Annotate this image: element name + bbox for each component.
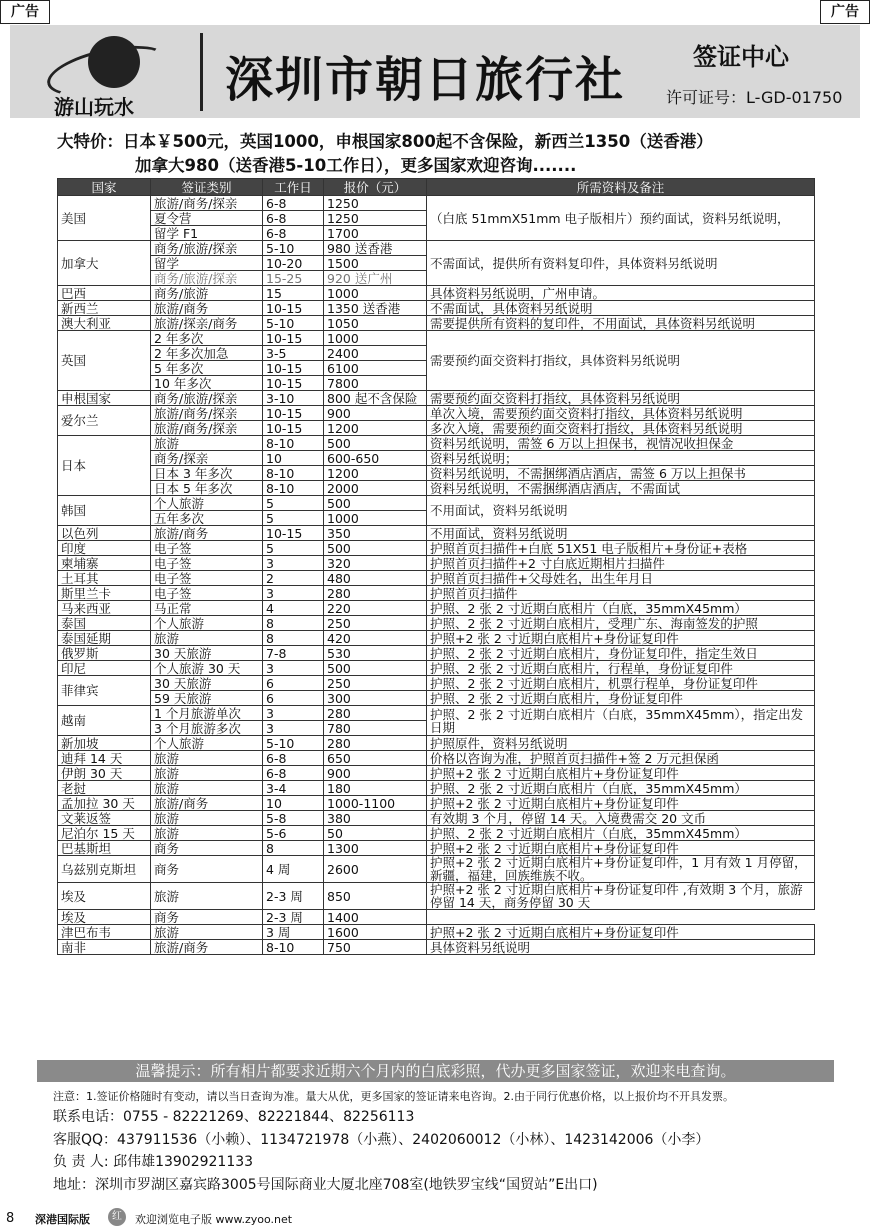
country-cell: 巴基斯坦 bbox=[58, 841, 151, 856]
table-row bbox=[58, 466, 815, 481]
workdays-cell: 2-3 周 bbox=[263, 910, 324, 925]
country-cell: 日本 bbox=[58, 436, 151, 496]
price-cell: 1000 bbox=[324, 511, 427, 526]
visa-type-cell: 旅游 bbox=[151, 436, 263, 451]
price-cell: 600-650 bbox=[324, 451, 427, 466]
visa-type-cell: 旅游/商务 bbox=[151, 796, 263, 811]
price-cell: 1400 bbox=[324, 910, 427, 925]
table-row bbox=[58, 826, 815, 841]
visa-type-cell: 留学 F1 bbox=[151, 226, 263, 241]
country-cell: 迪拜 14 天 bbox=[58, 751, 151, 766]
country-cell: 新加坡 bbox=[58, 736, 151, 751]
country-cell: 尼泊尔 15 天 bbox=[58, 826, 151, 841]
page-number: 8 bbox=[6, 1211, 15, 1226]
logo-text: 游山玩水 bbox=[54, 95, 134, 119]
table-row bbox=[58, 481, 815, 496]
promo-line-2: 加拿大980（送香港5-10工作日），更多国家欢迎咨询....... bbox=[135, 156, 577, 175]
table-row bbox=[58, 841, 815, 856]
visa-type-cell: 59 天旅游 bbox=[151, 691, 263, 706]
column-header: 工作日 bbox=[263, 179, 324, 196]
price-cell: 780 bbox=[324, 721, 427, 736]
workdays-cell: 10 bbox=[263, 796, 324, 811]
workdays-cell: 8-10 bbox=[263, 466, 324, 481]
notes-cell: 资料另纸说明，不需捆绑酒店酒店，不需面试 bbox=[427, 481, 815, 496]
table-row bbox=[58, 811, 815, 826]
visa-type-cell: 日本 5 年多次 bbox=[151, 481, 263, 496]
notes-cell: 资料另纸说明； bbox=[427, 451, 815, 466]
price-cell: 300 bbox=[324, 691, 427, 706]
table-row bbox=[58, 571, 815, 586]
country-cell: 韩国 bbox=[58, 496, 151, 526]
country-cell: 埃及 bbox=[58, 883, 151, 910]
price-cell: 1300 bbox=[324, 841, 427, 856]
workdays-cell: 3 bbox=[263, 661, 324, 676]
price-cell: 320 bbox=[324, 556, 427, 571]
price-cell: 1050 bbox=[324, 316, 427, 331]
price-cell: 750 bbox=[324, 940, 427, 955]
table-row bbox=[58, 856, 815, 883]
visa-type-cell: 30 天旅游 bbox=[151, 676, 263, 691]
country-cell: 俄罗斯 bbox=[58, 646, 151, 661]
table-row bbox=[58, 910, 815, 925]
workdays-cell: 8-10 bbox=[263, 481, 324, 496]
price-cell: 50 bbox=[324, 826, 427, 841]
workdays-cell: 3-10 bbox=[263, 391, 324, 406]
price-cell: 900 bbox=[324, 406, 427, 421]
workdays-cell: 10-20 bbox=[263, 256, 324, 271]
column-header: 签证类别 bbox=[151, 179, 263, 196]
visa-type-cell: 旅游/商务/探亲 bbox=[151, 406, 263, 421]
price-cell: 250 bbox=[324, 676, 427, 691]
price-cell: 500 bbox=[324, 661, 427, 676]
price-cell: 500 bbox=[324, 496, 427, 511]
visa-type-cell: 商务/探亲 bbox=[151, 451, 263, 466]
country-cell: 印度 bbox=[58, 541, 151, 556]
visa-type-cell: 旅游/商务 bbox=[151, 526, 263, 541]
notes-cell: 护照首页扫描件+白底 51X51 电子版相片+身份证+表格 bbox=[427, 541, 815, 556]
notes-cell: 单次入境，需要预约面交资料打指纹，具体资料另纸说明 bbox=[427, 406, 815, 421]
visa-type-cell: 个人旅游 30 天 bbox=[151, 661, 263, 676]
country-cell: 马来西亚 bbox=[58, 601, 151, 616]
table-row bbox=[58, 706, 815, 721]
workdays-cell: 3 bbox=[263, 586, 324, 601]
price-cell: 800 起不含保险 bbox=[324, 391, 427, 406]
price-cell: 1000 bbox=[324, 331, 427, 346]
table-row bbox=[58, 436, 815, 451]
notes-text: 不用面试，资料另纸说明 bbox=[430, 503, 568, 518]
workdays-cell: 6 bbox=[263, 676, 324, 691]
visa-type-cell: 商务 bbox=[151, 910, 263, 925]
workdays-cell: 5-10 bbox=[263, 316, 324, 331]
table-row bbox=[58, 883, 815, 910]
workdays-cell: 10-15 bbox=[263, 376, 324, 391]
workdays-cell: 5-10 bbox=[263, 241, 324, 256]
notes-cell: 资料另纸说明，不需捆绑酒店酒店，需签 6 万以上担保书 bbox=[427, 466, 815, 481]
country-cell: 孟加拉 30 天 bbox=[58, 796, 151, 811]
workdays-cell: 5-8 bbox=[263, 811, 324, 826]
workdays-cell: 15 bbox=[263, 286, 324, 301]
website-link[interactable]: 欢迎浏览电子版 www.zyoo.net bbox=[135, 1213, 293, 1226]
visa-center-title: 签证中心 bbox=[693, 43, 789, 71]
notes-cell: 资料另纸说明，需签 6 万以上担保书，视情况收担保金 bbox=[427, 436, 815, 451]
license-number: 许可证号：L-GD-01750 bbox=[666, 88, 843, 107]
notes-cell: 护照、2 张 2 寸近期白底相片（白底，35mmX45mm） bbox=[427, 826, 815, 841]
workdays-cell: 2-3 周 bbox=[263, 883, 324, 910]
table-row bbox=[58, 286, 815, 301]
workdays-cell: 8 bbox=[263, 616, 324, 631]
visa-type-cell: 留学 bbox=[151, 256, 263, 271]
country-cell: 爱尔兰 bbox=[58, 406, 151, 436]
visa-type-cell: 旅游 bbox=[151, 811, 263, 826]
notes-cell bbox=[427, 241, 815, 286]
visa-type-cell: 商务/旅游 bbox=[151, 286, 263, 301]
table-row bbox=[58, 496, 815, 511]
notes-cell: 需要预约面交资料打指纹，具体资料另纸说明 bbox=[427, 391, 815, 406]
country-cell: 南非 bbox=[58, 940, 151, 955]
contact-phone: 联系电话：0755 - 82221269、82221844、82256113 bbox=[53, 1109, 415, 1125]
visa-type-cell: 个人旅游 bbox=[151, 496, 263, 511]
price-cell: 1500 bbox=[324, 256, 427, 271]
country-cell: 土耳其 bbox=[58, 571, 151, 586]
table-row bbox=[58, 196, 815, 211]
workdays-cell: 8-10 bbox=[263, 940, 324, 955]
price-cell: 280 bbox=[324, 706, 427, 721]
country-cell: 菲律宾 bbox=[58, 676, 151, 706]
price-cell: 1600 bbox=[324, 925, 427, 940]
notes-cell: 护照+2 张 2 寸近期白底相片+身份证复印件 bbox=[427, 796, 815, 811]
ad-label-right: 广告 bbox=[820, 0, 870, 24]
price-cell: 1000 bbox=[324, 286, 427, 301]
table-row bbox=[58, 631, 815, 646]
visa-type-cell: 5 年多次 bbox=[151, 361, 263, 376]
workdays-cell: 8-10 bbox=[263, 436, 324, 451]
visa-type-cell: 商务 bbox=[151, 841, 263, 856]
notes-text: 不需面试，提供所有资料复印件，具体资料另纸说明 bbox=[430, 255, 718, 271]
country-cell: 英国 bbox=[58, 331, 151, 391]
workdays-cell: 5-10 bbox=[263, 736, 324, 751]
table-row bbox=[58, 601, 815, 616]
price-cell: 1000-1100 bbox=[324, 796, 427, 811]
workdays-cell: 5 bbox=[263, 541, 324, 556]
company-name: 深圳市朝日旅行社 bbox=[225, 52, 626, 108]
table-row bbox=[58, 331, 815, 346]
country-cell: 老挝 bbox=[58, 781, 151, 796]
price-cell: 650 bbox=[324, 751, 427, 766]
notes-cell: 护照+2 张 2 寸近期白底相片+身份证复印件 bbox=[427, 925, 815, 940]
notes-cell: 护照+2 张 2 寸近期白底相片+身份证复印件，1 月有效 1 月停留，新疆，福建，回族维族不收。 bbox=[427, 856, 815, 883]
price-cell: 920 送广州 bbox=[324, 271, 427, 286]
country-cell: 埃及 bbox=[58, 910, 151, 925]
notes-cell bbox=[427, 196, 815, 241]
visa-type-cell: 商务/旅游/探亲 bbox=[151, 391, 263, 406]
price-cell: 180 bbox=[324, 781, 427, 796]
table-row bbox=[58, 556, 815, 571]
notes-cell: 护照原件，资料另纸说明 bbox=[427, 736, 815, 751]
country-cell: 加拿大 bbox=[58, 241, 151, 286]
visa-type-cell: 旅游/探亲/商务 bbox=[151, 316, 263, 331]
price-cell: 530 bbox=[324, 646, 427, 661]
visa-type-cell: 3 个月旅游多次 bbox=[151, 721, 263, 736]
country-cell: 斯里兰卡 bbox=[58, 586, 151, 601]
workdays-cell: 10 bbox=[263, 451, 324, 466]
edition-badge-icon: 红 bbox=[108, 1208, 126, 1226]
visa-type-cell: 商务 bbox=[151, 856, 263, 883]
notes-cell: 护照首页扫描件+父母姓名，出生年月日 bbox=[427, 571, 815, 586]
country-cell: 柬埔寨 bbox=[58, 556, 151, 571]
visa-type-cell: 夏令营 bbox=[151, 211, 263, 226]
visa-type-cell: 商务/旅游/探亲 bbox=[151, 241, 263, 256]
visa-type-cell: 个人旅游 bbox=[151, 736, 263, 751]
table-row bbox=[58, 616, 815, 631]
country-cell: 以色列 bbox=[58, 526, 151, 541]
notes-cell: 护照、2 张 2 寸近期白底相片，行程单，身份证复印件 bbox=[427, 661, 815, 676]
ad-label-left: 广告 bbox=[0, 0, 50, 24]
table-row bbox=[58, 751, 815, 766]
logo-sun-icon bbox=[88, 36, 140, 88]
workdays-cell: 3 bbox=[263, 556, 324, 571]
visa-type-cell: 旅游 bbox=[151, 781, 263, 796]
country-cell: 巴西 bbox=[58, 286, 151, 301]
notes-cell: 多次入境，需要预约面交资料打指纹，具体资料另纸说明 bbox=[427, 421, 815, 436]
workdays-cell: 15-25 bbox=[263, 271, 324, 286]
workdays-cell: 3-4 bbox=[263, 781, 324, 796]
notes-cell: 有效期 3 个月，停留 14 天。入境费需交 20 文币 bbox=[427, 811, 815, 826]
price-cell: 1700 bbox=[324, 226, 427, 241]
notes-cell: 护照+2 张 2 寸近期白底相片+身份证复印件 bbox=[427, 631, 815, 646]
notes-cell bbox=[427, 331, 815, 391]
visa-type-cell: 2 年多次加急 bbox=[151, 346, 263, 361]
country-cell: 文莱返签 bbox=[58, 811, 151, 826]
visa-type-cell: 电子签 bbox=[151, 556, 263, 571]
price-cell: 280 bbox=[324, 586, 427, 601]
workdays-cell: 10-15 bbox=[263, 526, 324, 541]
notes-cell bbox=[427, 496, 815, 526]
visa-type-cell: 30 天旅游 bbox=[151, 646, 263, 661]
workdays-cell: 6-8 bbox=[263, 196, 324, 211]
country-cell: 新西兰 bbox=[58, 301, 151, 316]
price-cell: 980 送香港 bbox=[324, 241, 427, 256]
price-cell: 7800 bbox=[324, 376, 427, 391]
price-cell: 500 bbox=[324, 436, 427, 451]
contact-qq: 客服QQ：437911536（小赖）、1134721978（小燕）、2402060012（小林）、1423142006（小李） bbox=[53, 1132, 710, 1148]
workdays-cell: 6-8 bbox=[263, 751, 324, 766]
table-row bbox=[58, 781, 815, 796]
price-cell: 2000 bbox=[324, 481, 427, 496]
header-divider bbox=[200, 33, 203, 111]
workdays-cell: 10-15 bbox=[263, 361, 324, 376]
notes-cell bbox=[427, 706, 815, 736]
visa-type-cell: 1 个月旅游单次 bbox=[151, 706, 263, 721]
page-footer bbox=[0, 1205, 870, 1230]
table-row bbox=[58, 691, 815, 706]
workdays-cell: 4 周 bbox=[263, 856, 324, 883]
contact-address: 地址：深圳市罗湖区嘉宾路3005号国际商业大厦北座708室(地铁罗宝线“国贸站”E出口) bbox=[53, 1177, 598, 1193]
notes-cell: 具体资料另纸说明，广州申请。 bbox=[427, 286, 815, 301]
price-cell: 850 bbox=[324, 883, 427, 910]
workdays-cell: 6-8 bbox=[263, 766, 324, 781]
notes-text: 护照、2 张 2 寸近期白底相片（白底，35mmX45mm），指定出发日期 bbox=[430, 706, 804, 735]
notes-text: 需要预约面交资料打指纹，具体资料另纸说明 bbox=[430, 353, 681, 368]
column-header: 所需资料及备注 bbox=[427, 179, 815, 196]
visa-type-cell: 旅游/商务/探亲 bbox=[151, 196, 263, 211]
price-cell: 6100 bbox=[324, 361, 427, 376]
price-cell: 220 bbox=[324, 601, 427, 616]
workdays-cell: 5 bbox=[263, 496, 324, 511]
country-cell: 申根国家 bbox=[58, 391, 151, 406]
country-cell: 津巴布韦 bbox=[58, 925, 151, 940]
notes-cell: 护照、2 张 2 寸近期白底相片（白底，35mmX45mm） bbox=[427, 601, 815, 616]
visa-price-table bbox=[57, 178, 815, 955]
table-row bbox=[58, 925, 815, 940]
price-cell: 1200 bbox=[324, 421, 427, 436]
visa-type-cell: 电子签 bbox=[151, 586, 263, 601]
column-header: 报价（元） bbox=[324, 179, 427, 196]
table-row bbox=[58, 940, 815, 955]
workdays-cell: 10-15 bbox=[263, 406, 324, 421]
visa-type-cell: 旅游 bbox=[151, 826, 263, 841]
notes-cell: 护照、2 张 2 寸近期白底相片，身份证复印件 bbox=[427, 691, 815, 706]
visa-type-cell: 个人旅游 bbox=[151, 616, 263, 631]
country-cell: 伊朗 30 天 bbox=[58, 766, 151, 781]
header-banner bbox=[10, 25, 860, 118]
workdays-cell: 10-15 bbox=[263, 331, 324, 346]
table-row bbox=[58, 736, 815, 751]
visa-type-cell: 2 年多次 bbox=[151, 331, 263, 346]
table-row bbox=[58, 586, 815, 601]
price-cell: 1250 bbox=[324, 196, 427, 211]
table-row bbox=[58, 301, 815, 316]
price-cell: 1250 bbox=[324, 211, 427, 226]
workdays-cell: 5 bbox=[263, 511, 324, 526]
edition-name: 深港国际版 bbox=[35, 1213, 90, 1226]
table-row bbox=[58, 391, 815, 406]
visa-type-cell: 日本 3 年多次 bbox=[151, 466, 263, 481]
price-cell: 380 bbox=[324, 811, 427, 826]
workdays-cell: 6-8 bbox=[263, 211, 324, 226]
visa-type-cell: 旅游/商务/探亲 bbox=[151, 421, 263, 436]
notes-cell: 不需面试，具体资料另纸说明 bbox=[427, 301, 815, 316]
country-cell: 澳大利亚 bbox=[58, 316, 151, 331]
visa-type-cell: 马正常 bbox=[151, 601, 263, 616]
visa-type-cell: 五年多次 bbox=[151, 511, 263, 526]
country-cell: 美国 bbox=[58, 196, 151, 241]
visa-type-cell: 旅游 bbox=[151, 925, 263, 940]
notes-cell: 护照+2 张 2 寸近期白底相片+身份证复印件 ,有效期 3 个月，旅游停留 14 天，商务停留 30 天 bbox=[427, 883, 815, 910]
workdays-cell: 6 bbox=[263, 691, 324, 706]
workdays-cell: 8 bbox=[263, 841, 324, 856]
price-cell: 250 bbox=[324, 616, 427, 631]
column-header: 国家 bbox=[58, 179, 151, 196]
table-row bbox=[58, 796, 815, 811]
notes-cell: 需要提供所有资料的复印件，不用面试，具体资料另纸说明 bbox=[427, 316, 815, 331]
table-row bbox=[58, 646, 815, 661]
price-cell: 280 bbox=[324, 736, 427, 751]
table-row bbox=[58, 676, 815, 691]
promo-line-1: 大特价：日本￥500元，英国1000，申根国家800起不含保险，新西兰1350（送香港） bbox=[57, 132, 713, 151]
notes-cell: 护照+2 张 2 寸近期白底相片+身份证复印件 bbox=[427, 841, 815, 856]
table-row bbox=[58, 451, 815, 466]
visa-type-cell: 旅游 bbox=[151, 751, 263, 766]
notes-cell: 护照、2 张 2 寸近期白底相片（白底，35mmX45mm） bbox=[427, 781, 815, 796]
notes-cell: 护照、2 张 2 寸近期白底相片，机票行程单，身份证复印件 bbox=[427, 676, 815, 691]
notes-cell: 不用面试，资料另纸说明 bbox=[427, 526, 815, 541]
visa-type-cell: 商务/旅游/探亲 bbox=[151, 271, 263, 286]
price-cell: 500 bbox=[324, 541, 427, 556]
notes-cell: 护照首页扫描件+2 寸白底近期相片扫描件 bbox=[427, 556, 815, 571]
workdays-cell: 10-15 bbox=[263, 421, 324, 436]
visa-type-cell: 旅游 bbox=[151, 883, 263, 910]
price-cell: 1200 bbox=[324, 466, 427, 481]
table-row bbox=[58, 526, 815, 541]
table-row bbox=[58, 241, 815, 256]
notice-text: 注意：1.签证价格随时有变动，请以当日查询为准。量大从优，更多国家的签证请来电咨询。2.由于同行优惠价格，以上报价均不开具发票。 bbox=[53, 1090, 734, 1103]
price-cell: 900 bbox=[324, 766, 427, 781]
country-cell: 越南 bbox=[58, 706, 151, 736]
notes-cell: 护照、2 张 2 寸近期白底相片，受理广东、海南签发的护照 bbox=[427, 616, 815, 631]
notes-cell: 护照首页扫描件 bbox=[427, 586, 815, 601]
table-header-row bbox=[58, 179, 815, 196]
visa-type-cell: 电子签 bbox=[151, 541, 263, 556]
table-row bbox=[58, 406, 815, 421]
workdays-cell: 3 bbox=[263, 721, 324, 736]
workdays-cell: 3 bbox=[263, 706, 324, 721]
visa-type-cell: 旅游 bbox=[151, 766, 263, 781]
table-row bbox=[58, 766, 815, 781]
table-row bbox=[58, 316, 815, 331]
price-cell: 350 bbox=[324, 526, 427, 541]
country-cell: 印尼 bbox=[58, 661, 151, 676]
notes-cell: 价格以咨询为准，护照首页扫描件+签 2 万元担保函 bbox=[427, 751, 815, 766]
visa-type-cell: 旅游 bbox=[151, 631, 263, 646]
workdays-cell: 5-6 bbox=[263, 826, 324, 841]
price-cell: 2400 bbox=[324, 346, 427, 361]
country-cell: 泰国延期 bbox=[58, 631, 151, 646]
table-row bbox=[58, 421, 815, 436]
visa-type-cell: 旅游/商务 bbox=[151, 940, 263, 955]
notes-cell: 具体资料另纸说明 bbox=[427, 940, 815, 955]
country-cell: 泰国 bbox=[58, 616, 151, 631]
notes-cell: 护照、2 张 2 寸近期白底相片，身份证复印件，指定生效日 bbox=[427, 646, 815, 661]
visa-type-cell: 10 年多次 bbox=[151, 376, 263, 391]
workdays-cell: 2 bbox=[263, 571, 324, 586]
workdays-cell: 4 bbox=[263, 601, 324, 616]
notes-text: （白底 51mmX51mm 电子版相片）预约面试，资料另纸说明， bbox=[430, 210, 790, 226]
workdays-cell: 7-8 bbox=[263, 646, 324, 661]
workdays-cell: 3 周 bbox=[263, 925, 324, 940]
notes-cell: 护照+2 张 2 寸近期白底相片+身份证复印件 bbox=[427, 766, 815, 781]
price-cell: 420 bbox=[324, 631, 427, 646]
visa-type-cell: 旅游/商务 bbox=[151, 301, 263, 316]
visa-type-cell: 电子签 bbox=[151, 571, 263, 586]
workdays-cell: 8 bbox=[263, 631, 324, 646]
workdays-cell: 6-8 bbox=[263, 226, 324, 241]
tip-banner: 温馨提示：所有相片都要求近期六个月内的白底彩照，代办更多国家签证，欢迎来电查询。 bbox=[37, 1060, 834, 1082]
country-cell: 乌兹别克斯坦 bbox=[58, 856, 151, 883]
price-cell: 2600 bbox=[324, 856, 427, 883]
workdays-cell: 10-15 bbox=[263, 301, 324, 316]
table-row bbox=[58, 661, 815, 676]
table-row bbox=[58, 541, 815, 556]
price-cell: 1350 送香港 bbox=[324, 301, 427, 316]
price-cell: 480 bbox=[324, 571, 427, 586]
workdays-cell: 3-5 bbox=[263, 346, 324, 361]
contact-person: 负 责 人: 邱伟雄13902921133 bbox=[53, 1154, 254, 1170]
